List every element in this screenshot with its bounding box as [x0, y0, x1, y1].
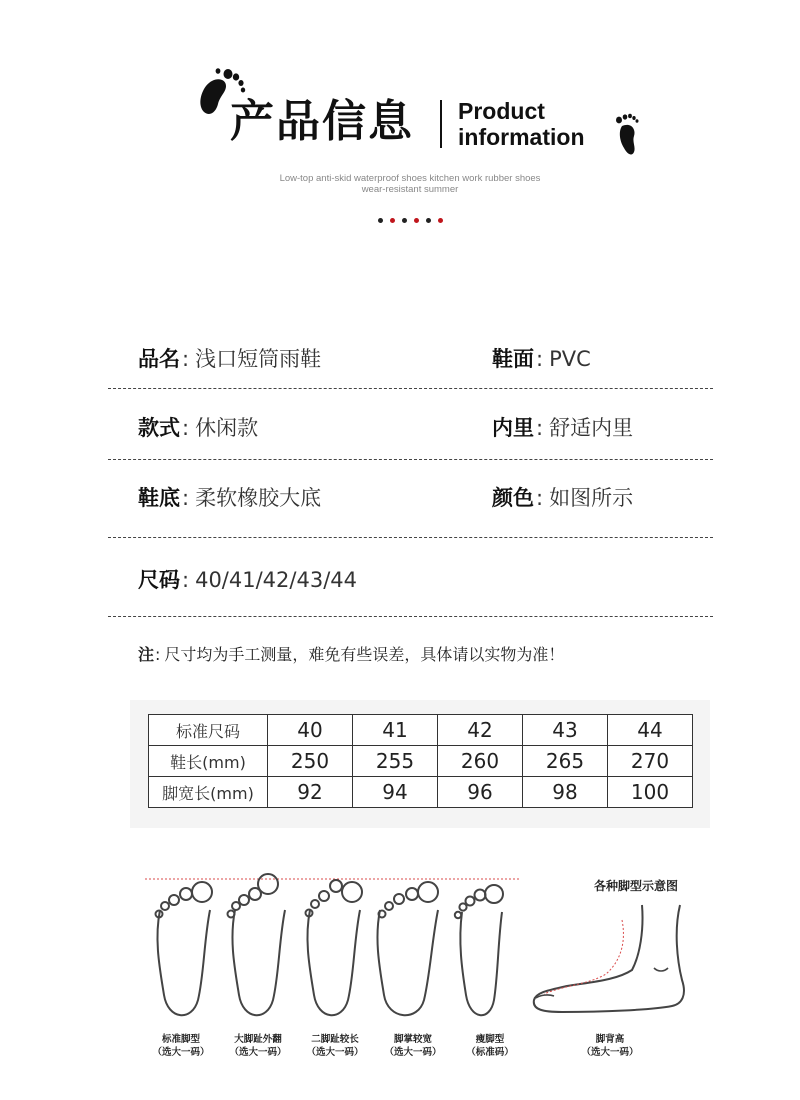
- foot-caption: [375, 1033, 451, 1059]
- table-cell: 43: [523, 715, 608, 746]
- foot-caption-line1: 瘦脚型: [475, 1034, 505, 1045]
- info-separator: :: [182, 347, 190, 371]
- info-label: 款式: [138, 416, 180, 440]
- info-separator: :: [182, 486, 190, 510]
- info-value: 柔软橡胶大底: [195, 486, 322, 510]
- info-label: 尺码: [138, 568, 180, 592]
- foot-caption-line2: （选大一码）: [229, 1047, 287, 1058]
- foot-wide-icon: [377, 882, 438, 1015]
- info-upper: [492, 344, 591, 374]
- info-separator: :: [536, 416, 544, 440]
- table-cell: 41: [353, 715, 438, 746]
- title-en-line2: information: [458, 124, 585, 150]
- note-separator: :: [155, 645, 161, 664]
- foot-caption-line2: （选大一码）: [152, 1047, 210, 1058]
- foot-thin-icon: [455, 885, 503, 1015]
- dashed-divider: [108, 388, 713, 389]
- title-en: [458, 98, 585, 150]
- info-label: 内里: [492, 416, 534, 440]
- foot-caption-line2: （选大一码）: [384, 1047, 442, 1058]
- dashed-divider: [108, 459, 713, 460]
- table-cell: 255: [353, 746, 438, 777]
- table-cell: 42: [438, 715, 523, 746]
- row-header: 标准尺码: [149, 715, 268, 746]
- info-value: 休闲款: [195, 416, 259, 440]
- foot-types-title: 各种脚型示意图: [594, 879, 679, 893]
- foot-standard-icon: [156, 882, 213, 1015]
- info-style: [138, 413, 258, 443]
- foot-caption-line1: 标准脚型: [161, 1034, 200, 1045]
- table-cell: 100: [608, 777, 693, 808]
- table-cell: 98: [523, 777, 608, 808]
- info-size: [138, 565, 357, 595]
- table-row: [149, 777, 693, 808]
- size-chart: [130, 700, 710, 828]
- foot-long-second-toe-icon: [306, 880, 363, 1015]
- info-separator: :: [182, 568, 190, 592]
- foot-caption-line2: （选大一码）: [306, 1047, 364, 1058]
- info-value: 如图所示: [549, 486, 634, 510]
- info-value: 40/41/42/43/44: [195, 568, 357, 592]
- table-cell: 260: [438, 746, 523, 777]
- foot-caption: [572, 1033, 648, 1059]
- title-cn: 产品信息: [230, 96, 414, 147]
- dot: [378, 218, 383, 223]
- note-label: 注: [138, 645, 155, 664]
- table-row: [149, 746, 693, 777]
- table-cell: 40: [268, 715, 353, 746]
- table-cell: 265: [523, 746, 608, 777]
- info-lining: [492, 413, 633, 443]
- size-table: [148, 714, 693, 808]
- foot-caption-line2: （标准码）: [466, 1047, 514, 1058]
- subtitle-line2: wear-resistant summer: [361, 184, 459, 195]
- info-product-name: [138, 344, 321, 374]
- title-divider: [440, 100, 442, 148]
- info-label: 鞋底: [138, 486, 180, 510]
- subtitle-line1: Low-top anti-skid waterproof shoes kitchen work rubber shoes: [279, 173, 541, 184]
- info-separator: :: [182, 416, 190, 440]
- foot-caption: [220, 1033, 296, 1059]
- subtitle: [0, 173, 800, 195]
- dot: [414, 218, 419, 223]
- footprint-icon-right: [612, 112, 642, 158]
- foot-caption-line1: 脚背高: [595, 1034, 625, 1045]
- foot-caption-line1: 大脚趾外翻: [234, 1034, 282, 1045]
- info-separator: :: [536, 347, 544, 371]
- measurement-note: [138, 642, 564, 668]
- info-value: PVC: [549, 347, 591, 371]
- dashed-divider: [108, 616, 713, 617]
- info-label: 颜色: [492, 486, 534, 510]
- foot-caption: [143, 1033, 219, 1059]
- table-row: [149, 715, 693, 746]
- dot: [390, 218, 395, 223]
- decorative-dots: [378, 218, 443, 223]
- info-sole: [138, 483, 321, 513]
- table-cell: 94: [353, 777, 438, 808]
- row-header: 鞋长(mm): [149, 746, 268, 777]
- note-text: 尺寸均为手工测量，难免有些误差，具体请以实物为准！: [164, 645, 565, 664]
- title-en-line1: Product: [458, 98, 545, 124]
- foot-caption-line1: 脚掌较宽: [393, 1034, 432, 1045]
- foot-types-illustration: [140, 870, 540, 1030]
- foot-bunion-icon: [228, 874, 286, 1015]
- foot-caption: [297, 1033, 373, 1059]
- dot: [438, 218, 443, 223]
- foot-caption-line2: （选大一码）: [581, 1047, 639, 1058]
- dashed-divider: [108, 537, 713, 538]
- info-value: 舒适内里: [549, 416, 634, 440]
- info-label: 鞋面: [492, 347, 534, 371]
- table-cell: 92: [268, 777, 353, 808]
- info-color: [492, 483, 633, 513]
- foot-caption-line1: 二脚趾较长: [311, 1034, 359, 1045]
- foot-instep-icon: [522, 900, 702, 1030]
- table-cell: 270: [608, 746, 693, 777]
- dot: [426, 218, 431, 223]
- info-label: 品名: [138, 347, 180, 371]
- foot-caption: [452, 1033, 528, 1059]
- dot: [402, 218, 407, 223]
- table-cell: 44: [608, 715, 693, 746]
- table-cell: 250: [268, 746, 353, 777]
- info-separator: :: [536, 486, 544, 510]
- info-value: 浅口短筒雨鞋: [195, 347, 322, 371]
- row-header: 脚宽长(mm): [149, 777, 268, 808]
- table-cell: 96: [438, 777, 523, 808]
